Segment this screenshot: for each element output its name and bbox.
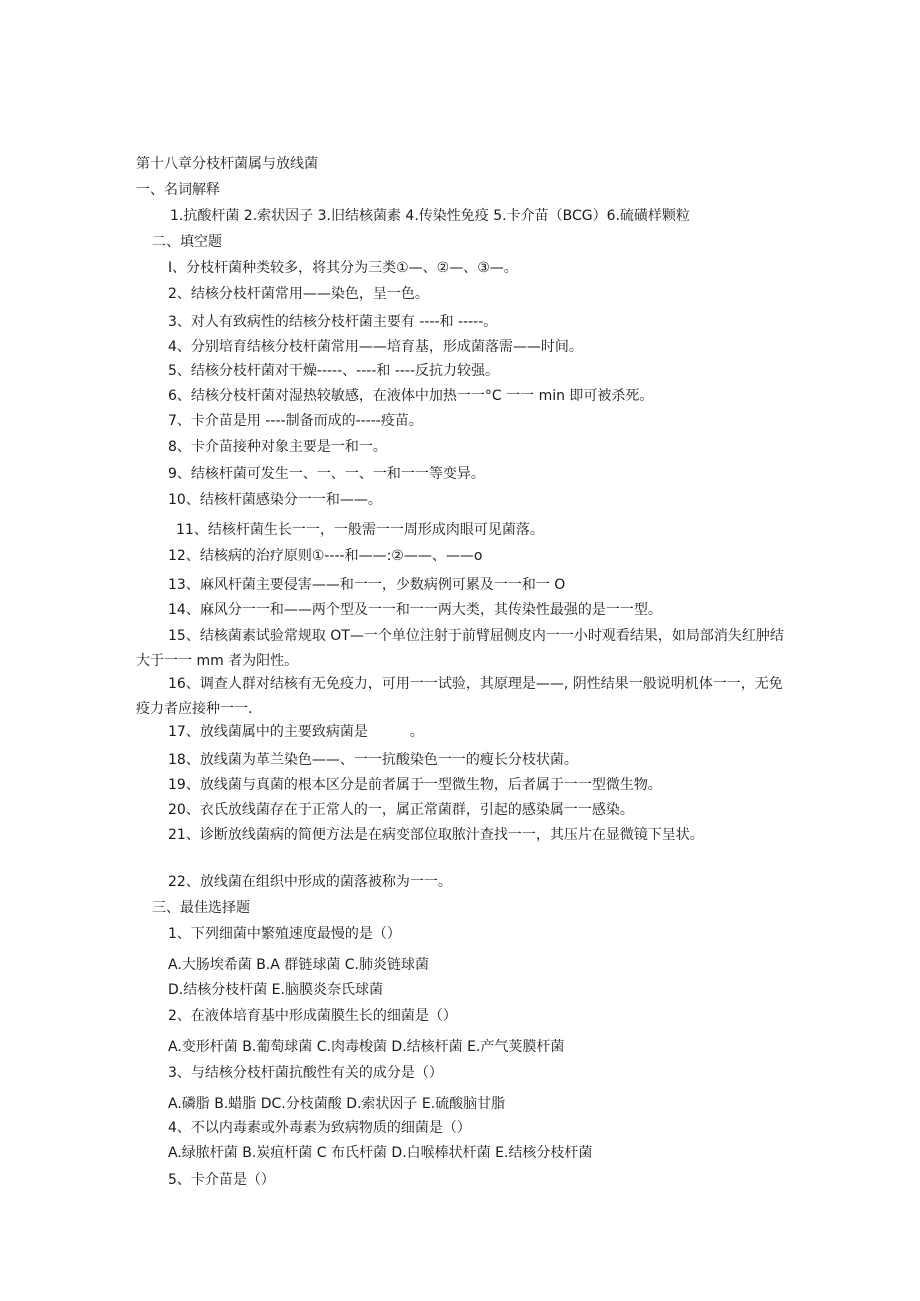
fill-blank-item: 14、麻风分一一和——两个型及一一和一一两大类，其传染性最强的是一一型。: [168, 602, 662, 618]
answer-options: A.磷脂 B.蜡脂 DC.分枝菌酸 D.索状因子 E.硫酸脑甘脂: [168, 1096, 506, 1112]
fill-blank-item: 8、卡介苗接种对象主要是一和一。: [168, 439, 387, 455]
question-stem: 3、与结核分枝杆菌抗酸性有关的成分是（）: [168, 1065, 443, 1081]
fill-blank-item: 3、对人有致病性的结核分枝杆菌主要有 ----和 -----。: [168, 314, 498, 330]
fill-blank-item: 17、放线菌属中的主要致病菌是 。: [168, 724, 424, 740]
term-list: 1.抗酸杆菌 2.索状因子 3.旧结核菌素 4.传染性免疫 5.卡介苗（BCG）6.硫磺样颗粒: [170, 208, 690, 224]
fill-blank-item: 18、放线菌为革兰染色——、一一抗酸染色一一的瘦长分枝状菌。: [168, 752, 578, 768]
answer-options: A.变形杆菌 B.葡萄球菌 C.肉毒梭菌 D.结核杆菌 E.产气荚膜杆菌: [168, 1039, 565, 1055]
fill-blank-item: 5、结核分枝杆菌对干燥-----、----和 ----反抗力较强。: [168, 363, 500, 379]
fill-blank-item: 6、结核分枝杆菌对湿热较敏感，在液体中加热一一°C 一一 min 即可被杀死。: [168, 388, 654, 404]
fill-blank-item: 20、衣氏放线菌存在于正常人的一，属正常菌群，引起的感染属一一感染。: [168, 802, 634, 818]
fill-blank-item: 9、结核杆菌可发生一、一、一、一和一一等变异。: [168, 466, 485, 482]
fill-blank-item: 12、结核病的治疗原则①----和——:②——、——o: [168, 548, 483, 564]
fill-blank-item: 10、结核杆菌感染分一一和——。: [168, 492, 382, 508]
fill-blank-item: 22、放线菌在组织中形成的菌落被称为一一。: [168, 874, 452, 890]
answer-options: D.结核分枝杆菌 E.脑膜炎奈氏球菌: [168, 982, 383, 998]
question-stem: 5、卡介苗是（）: [168, 1172, 275, 1188]
fill-blank-item: 11、结核杆菌生长一一，一般需一一周形成肉眼可见菌落。: [176, 522, 544, 538]
fill-blank-item: 19、放线菌与真菌的根本区分是前者属于一型微生物，后者属于一一型微生物。: [168, 777, 662, 793]
section-heading-multiple-choice: 三、最佳选择题: [152, 900, 250, 916]
fill-blank-item: I、分枝杆菌种类较多，将其分为三类①—、②—、③—。: [168, 260, 518, 276]
section-heading-fill-blank: 二、填空题: [152, 234, 222, 250]
section-heading-terms: 一、名词解释: [136, 182, 220, 198]
fill-blank-item: 7、卡介苗是用 ----制备而成的-----疫苗。: [168, 413, 423, 429]
answer-options: A.绿脓杆菌 B.炭疽杆菌 C 布氏杆菌 D.白喉棒状杆菌 E.结核分枝杆菌: [168, 1145, 593, 1161]
document-title: 第十八章分枝杆菌属与放线菌: [136, 156, 318, 172]
fill-blank-item: 4、分别培育结核分枝杆菌常用——培育基，形成菌落需——时间。: [168, 339, 583, 355]
fill-blank-item: 13、麻风杆菌主要侵害——和一一，少数病例可累及一一和一 O: [168, 577, 566, 593]
question-stem: 1、下列细菌中繁殖速度最慢的是（）: [168, 926, 401, 942]
fill-blank-item: 15、结核菌素试验常规取 OT—一个单位注射于前臂屈侧皮内一一小时观看结果，如局部消失红肿结大于一一 mm 者为阳性。: [136, 628, 784, 669]
fill-blank-item: 16、调查人群对结核有无免疫力，可用一一试验，其原理是——, 阴性结果一般说明机体一一，无免疫力者应接种一一.: [136, 676, 783, 717]
answer-options: A.大肠埃希菌 B.A 群链球菌 C.肺炎链球菌: [168, 957, 429, 973]
question-stem: 4、不以内毒素或外毒素为致病物质的细菌是（）: [168, 1120, 471, 1136]
fill-blank-item: 21、诊断放线菌病的简便方法是在病变部位取脓汁查找一一，其压片在显微镜下呈状。: [168, 827, 704, 843]
question-stem: 2、在液体培育基中形成菌膜生长的细菌是（）: [168, 1008, 457, 1024]
fill-blank-item: 2、结核分枝杆菌常用——染色，呈一色。: [168, 286, 429, 302]
